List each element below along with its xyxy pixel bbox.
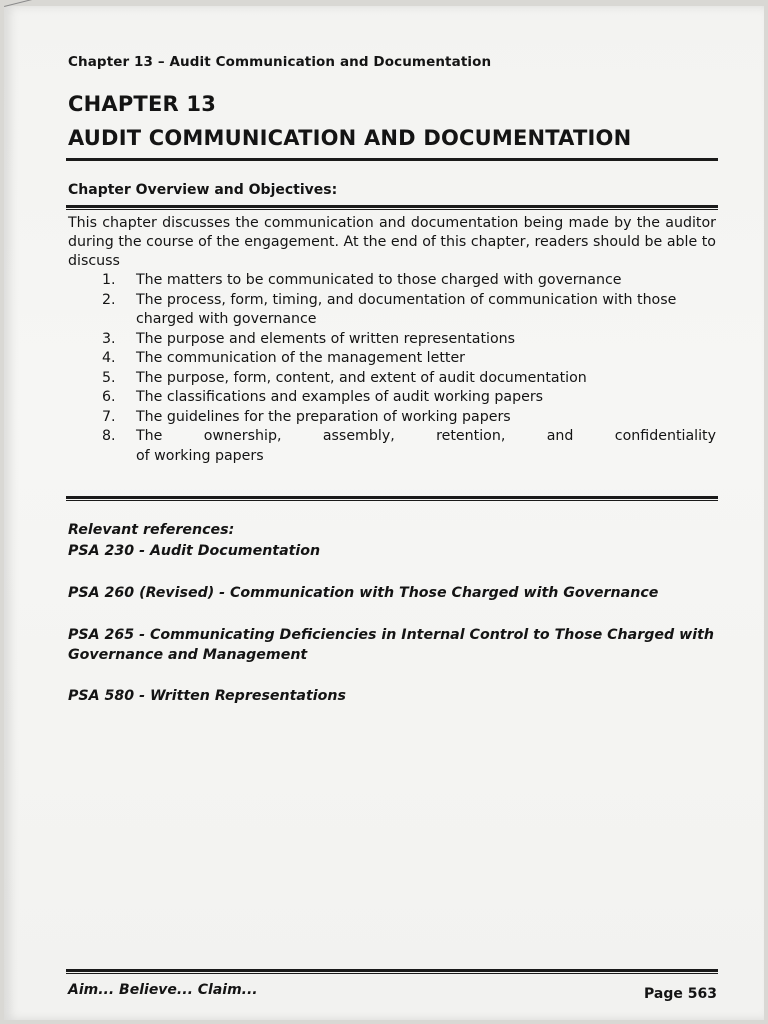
list-item-text: The purpose and elements of written representations (136, 330, 516, 347)
list-item-text: The matters to be communicated to those charged with governance (136, 272, 622, 288)
reference-separator: - (134, 627, 150, 643)
list-item-number: 8. (102, 428, 116, 444)
references-rule (66, 496, 718, 501)
footer-motto: Aim... Believe... Claim... (68, 982, 258, 998)
list-item-text: The classifications and examples of audit working papers (136, 389, 544, 405)
list-item-text: The purpose, form, content, and extent of audit documentation (136, 369, 587, 386)
list-item (68, 408, 716, 428)
page-corner-mark (4, 0, 70, 36)
overview-rule (66, 205, 718, 210)
list-item (68, 349, 716, 369)
chapter-title: AUDIT COMMUNICATION AND DOCUMENTATION (68, 126, 632, 150)
list-item (68, 271, 716, 291)
reference-item (68, 687, 720, 707)
list-item (68, 388, 716, 408)
reference-code: PSA 265 (68, 627, 135, 643)
list-item-number: 4. (102, 350, 116, 366)
title-rule (66, 158, 718, 161)
reference-separator: - (134, 543, 150, 559)
reference-item (68, 584, 720, 604)
reference-code: PSA 260 (Revised) (68, 585, 215, 601)
list-item-number: 7. (102, 408, 116, 425)
list-item (68, 427, 716, 466)
running-head-title: Audit Communication and Documentation (169, 54, 492, 70)
reference-title: Written Representations (149, 688, 346, 704)
reference-title: Communication with Those Charged with Governance (230, 585, 659, 601)
running-head-chapter: Chapter 13 (68, 54, 154, 70)
page-number: Page 563 (644, 986, 717, 1002)
reference-item (68, 626, 720, 665)
list-item (68, 330, 716, 350)
overview-intro: This chapter discusses the communication and documentation being made by the auditor during the course of the engagement. At the end of this chapter, readers should be able to discuss (68, 215, 716, 269)
list-item-text-continued: of working papers (136, 447, 264, 464)
objectives-list (68, 271, 716, 466)
references-heading: Relevant references: (68, 522, 235, 538)
reference-separator: - (134, 688, 150, 704)
book-page (4, 6, 764, 1020)
reference-item (68, 542, 720, 562)
reference-code: PSA 580 (68, 688, 135, 704)
list-item-text: The communication of the management letter (136, 350, 466, 366)
list-item-text: The ownership, assembly, retention, and confidentiality (136, 428, 716, 444)
list-item-number: 5. (102, 369, 116, 386)
chapter-label: CHAPTER 13 (68, 92, 217, 116)
list-item-number: 1. (102, 272, 116, 288)
list-item-text: The guidelines for the preparation of working papers (136, 408, 511, 425)
list-item-number: 2. (102, 291, 116, 308)
overview-heading: Chapter Overview and Objectives: (68, 182, 338, 198)
list-item-text: The process, form, timing, and documentation of communication with those charged with governance (136, 291, 677, 327)
list-item-number: 3. (102, 330, 116, 347)
reference-code: PSA 230 (68, 543, 135, 559)
reference-separator: - (214, 585, 231, 601)
reference-title: Audit Documentation (149, 543, 321, 559)
reference-title: Communicating Deficiencies in Internal Control to Those Charged with Governance and Management (68, 627, 714, 663)
running-head-dash: – (153, 54, 170, 70)
list-item (68, 369, 716, 389)
list-item (68, 291, 716, 330)
footer-rule (66, 969, 718, 974)
list-item-number: 6. (102, 389, 116, 405)
running-head (68, 54, 491, 70)
